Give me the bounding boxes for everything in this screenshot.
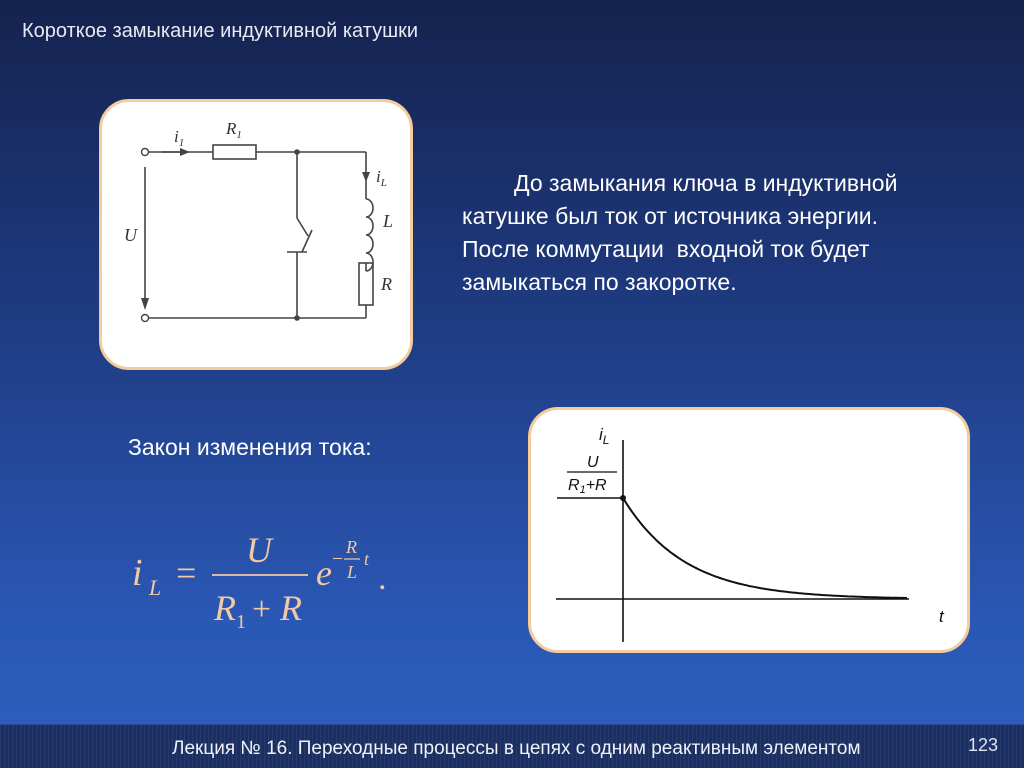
formula-period: . — [378, 560, 387, 597]
formula-denominator-a-sub: 1 — [236, 611, 246, 633]
footer-text: Лекция № 16. Переходные процессы в цепях с одним реактивным элементом — [172, 738, 861, 759]
decay-chart — [531, 410, 967, 650]
circuit-panel — [99, 99, 413, 370]
formula-denominator-b: R — [280, 588, 302, 628]
law-label: Закон изменения тока: — [128, 434, 372, 460]
resistor-r1 — [213, 145, 256, 159]
formula-denominator-a: R — [214, 588, 236, 628]
paragraph-line-4: замыкаться по закоротке. — [462, 269, 737, 295]
circuit-diagram — [102, 102, 410, 367]
slide-title: Короткое замыкание индуктивной катушки — [22, 20, 419, 42]
label-r: R — [381, 274, 392, 294]
junction-bottom — [294, 315, 300, 321]
label-u: U — [124, 225, 137, 245]
y-axis-label: i — [599, 425, 603, 444]
label-r1: R — [226, 119, 237, 138]
svg-text:iL — [376, 167, 387, 189]
label-il: i — [376, 167, 381, 186]
label-r1-sub: 1 — [236, 129, 242, 141]
page-number: 123 — [968, 735, 999, 755]
formula-base: e — [316, 553, 332, 593]
current-formula — [130, 525, 400, 635]
svg-text:R1+R — [568, 477, 607, 496]
formula-denominator-op: + — [252, 591, 272, 628]
formula-lhs: i — [132, 552, 143, 594]
label-i1-sub: 1 — [178, 137, 185, 149]
label-i1: i — [174, 127, 179, 146]
svg-text:i1 — [174, 127, 184, 149]
terminal-bottom — [142, 315, 149, 322]
level-den-sub: 1 — [579, 484, 586, 496]
formula-exp-sign: − — [332, 548, 344, 570]
level-den-b: +R — [585, 477, 607, 494]
level-numerator: U — [587, 454, 599, 471]
formula-lhs-sub: L — [149, 575, 162, 600]
paragraph-line-1: До замыкания ключа в индуктивной — [514, 170, 898, 196]
initial-point — [620, 495, 626, 501]
formula-exp-den: L — [347, 562, 358, 582]
x-axis-label: t — [939, 607, 944, 626]
graph-panel — [528, 407, 970, 653]
paragraph-line-2: катушке был ток от источника энергии. — [462, 203, 879, 229]
level-den-a: R — [568, 477, 580, 494]
junction-top — [294, 149, 300, 155]
formula-equals: = — [176, 553, 197, 593]
label-il-sub: L — [380, 177, 387, 189]
paragraph-line-3: После коммутации входной ток будет — [462, 236, 870, 262]
description-paragraph — [462, 167, 980, 299]
formula-exp-num: R — [346, 537, 357, 557]
inductor-coil — [366, 199, 373, 271]
decay-curve — [623, 498, 907, 598]
formula-numerator: U — [246, 530, 272, 570]
svg-text:R1 — [225, 119, 242, 141]
terminal-top — [142, 149, 149, 156]
label-l: L — [383, 211, 394, 231]
y-axis-label-sub: L — [602, 433, 610, 447]
formula-exp-var: t — [364, 549, 370, 569]
svg-text:iL — [599, 425, 609, 447]
